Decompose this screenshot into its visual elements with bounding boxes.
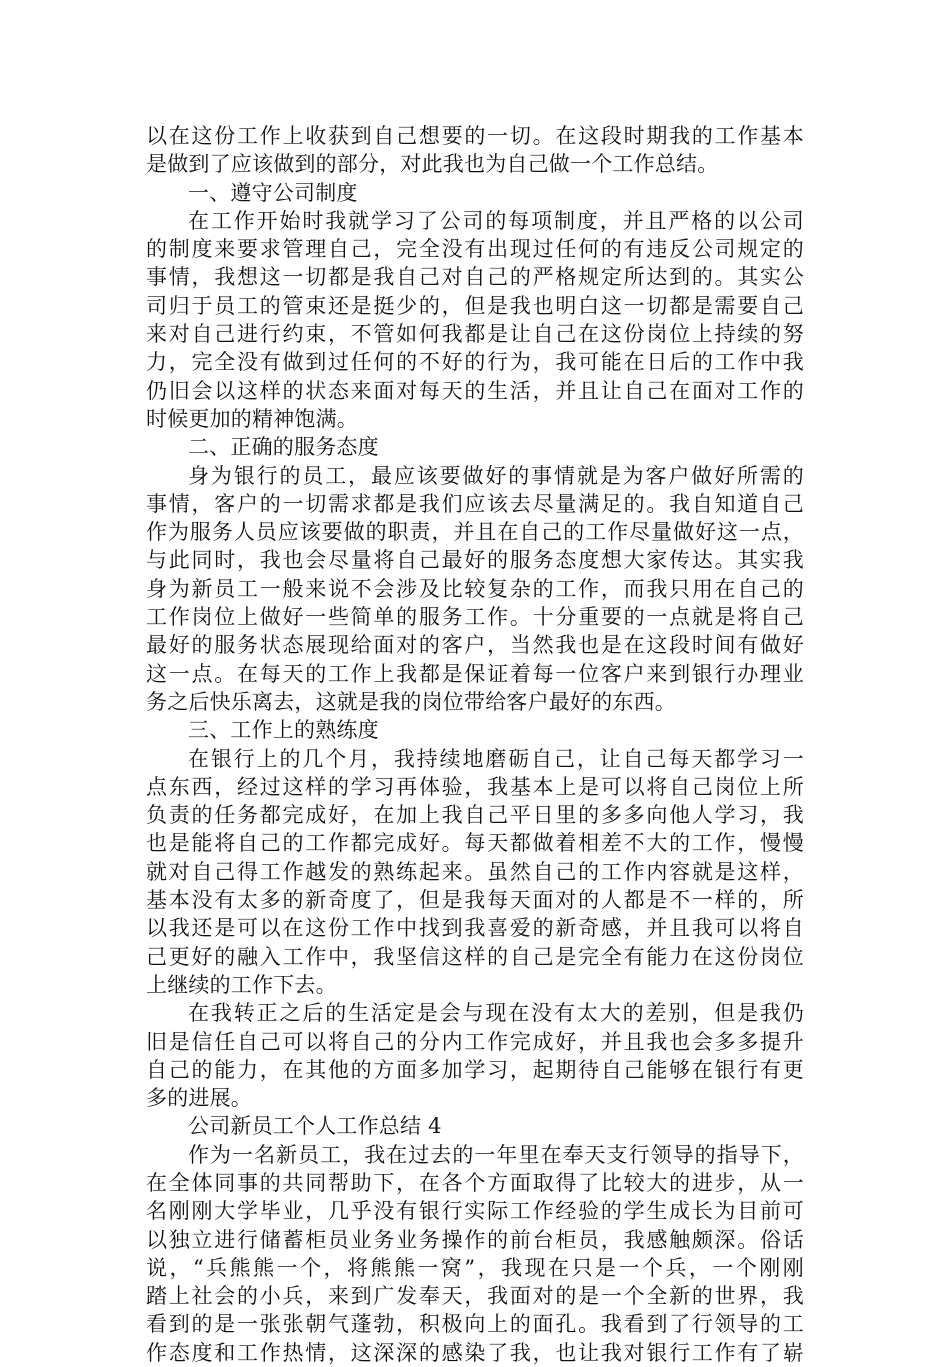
section-heading: 公司新员工个人工作总结 4 bbox=[188, 1114, 442, 1139]
paragraph-line: 负责的任务都完成好，在加上我自己平日里的多多向他人学习，我 bbox=[146, 803, 804, 828]
paragraph-line: 时候更加的精神饱满。 bbox=[146, 406, 358, 431]
paragraph-line: 说，“兵熊熊一个，将熊熊一窝”，我现在只是一个兵，一个刚刚 bbox=[146, 1255, 804, 1280]
paragraph-line: 以独立进行储蓄柜员业务业务操作的前台柜员，我感触颇深。俗话 bbox=[146, 1227, 804, 1252]
paragraph-line: 名刚刚大学毕业，几乎没有银行实际工作经验的学生成长为目前可 bbox=[146, 1199, 804, 1224]
paragraph-line: 这一点。在每天的工作上我都是保证着每一位客户来到银行办理业 bbox=[146, 661, 804, 686]
paragraph-line: 以在这份工作上收获到自己想要的一切。在这段时期我的工作基本 bbox=[146, 124, 804, 148]
document-body bbox=[146, 122, 804, 1367]
paragraph-line: 自己的能力，在其他的方面多加学习，起期待自己能够在银行有更 bbox=[146, 1057, 804, 1082]
paragraph-line: 多的进展。 bbox=[146, 1086, 252, 1111]
paragraph-line: 点东西，经过这样的学习再体验，我基本上是可以将自己岗位上所 bbox=[146, 774, 804, 799]
paragraph-line: 基本没有太多的新奇度了，但是我每天面对的人都是不一样的，所 bbox=[146, 888, 804, 913]
paragraph-line: 在银行上的几个月，我持续地磨砺自己，让自己每天都学习一 bbox=[188, 746, 804, 771]
paragraph-line: 的制度来要求管理自己，完全没有出现过任何的有违反公司规定的 bbox=[146, 237, 804, 262]
paragraph-line: 工作岗位上做好一些简单的服务工作。十分重要的一点就是将自己 bbox=[146, 605, 804, 630]
paragraph-line: 在全体同事的共同帮助下，在各个方面取得了比较大的进步，从一 bbox=[146, 1170, 804, 1195]
paragraph-line: 事情，客户的一切需求都是我们应该去尽量满足的。我自知道自己 bbox=[146, 491, 804, 516]
paragraph-line: 看到的是一张张朝气蓬勃，积极向上的面孔。我看到了行领导的工 bbox=[146, 1312, 804, 1337]
paragraph-line: 仍旧会以这样的状态来面对每天的生活，并且让自己在面对工作的 bbox=[146, 378, 804, 403]
paragraph-line: 己更好的融入工作中，我坚信这样的自己是完全有能力在这份岗位 bbox=[146, 944, 804, 969]
paragraph-line: 司归于员工的管束还是挺少的，但是我也明白这一切都是需要自己 bbox=[146, 293, 804, 318]
paragraph-line: 作态度和工作热情，这深深的感染了我，也让我对银行工作有了崭 bbox=[146, 1340, 804, 1365]
paragraph-line: 最好的服务状态展现给面对的客户，当然我也是在这段时间有做好 bbox=[146, 633, 804, 658]
paragraph-line: 也是能将自己的工作都完成好。每天都做着相差不大的工作，慢慢 bbox=[146, 831, 804, 856]
paragraph-line: 与此同时，我也会尽量将自己最好的服务态度想大家传达。其实我 bbox=[146, 548, 804, 573]
paragraph-line: 在工作开始时我就学习了公司的每项制度，并且严格的以公司 bbox=[188, 208, 804, 233]
section-heading: 三、工作上的熟练度 bbox=[188, 718, 379, 743]
paragraph-line: 上继续的工作下去。 bbox=[146, 972, 337, 997]
paragraph-line: 在我转正之后的生活定是会与现在没有太大的差别，但是我仍 bbox=[188, 1001, 804, 1026]
paragraph-line: 踏上社会的小兵，来到广发奉天，我面对的是一个全新的世界，我 bbox=[146, 1284, 804, 1309]
section-heading: 一、遵守公司制度 bbox=[188, 180, 358, 205]
paragraph-line: 来对自己进行约束，不管如何我都是让自己在这份岗位上持续的努 bbox=[146, 322, 804, 347]
section-heading: 二、正确的服务态度 bbox=[188, 435, 379, 460]
paragraph-line: 作为服务人员应该要做的职责，并且在自己的工作尽量做好这一点， bbox=[146, 520, 804, 545]
paragraph-line: 是做到了应该做到的部分，对此我也为自己做一个工作总结。 bbox=[146, 152, 719, 177]
paragraph-line: 作为一名新员工，我在过去的一年里在奉天支行领导的指导下， bbox=[188, 1142, 804, 1167]
paragraph-line: 旧是信任自己可以将自己的分内工作完成好，并且我也会多多提升 bbox=[146, 1029, 804, 1054]
paragraph-line: 事情，我想这一切都是我自己对自己的严格规定所达到的。其实公 bbox=[146, 265, 804, 290]
paragraph-line: 以我还是可以在这份工作中找到我喜爱的新奇感，并且我可以将自 bbox=[146, 916, 804, 941]
paragraph-line: 身为银行的员工，最应该要做好的事情就是为客户做好所需的 bbox=[188, 463, 804, 488]
paragraph-line: 就对自己得工作越发的熟练起来。虽然自己的工作内容就是这样， bbox=[146, 859, 804, 884]
paragraph-line: 力，完全没有做到过任何的不好的行为，我可能在日后的工作中我 bbox=[146, 350, 804, 375]
paragraph-line: 身为新员工一般来说不会涉及比较复杂的工作，而我只用在自己的 bbox=[146, 576, 804, 601]
paragraph-line: 务之后快乐离去，这就是我的岗位带给客户最好的东西。 bbox=[146, 689, 676, 714]
